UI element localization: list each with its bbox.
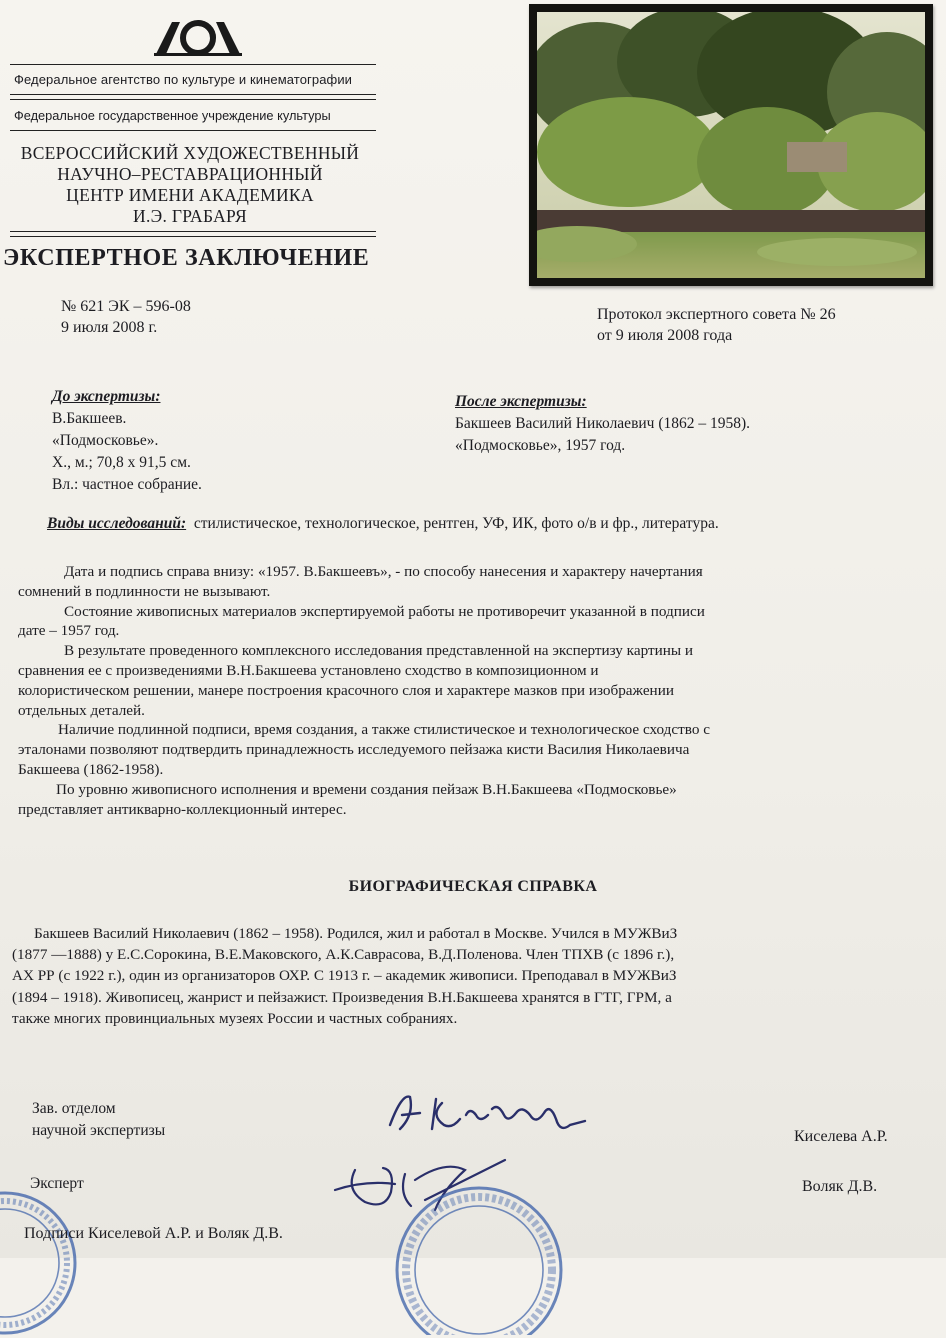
protocol-line: Протокол экспертного совета № 26 [597, 306, 836, 323]
signer-name-kiseleva: Киселева А.Р. [794, 1128, 888, 1145]
before-line: Х., м.; 70,8 х 91,5 см. [52, 454, 191, 471]
header-rule [10, 231, 376, 232]
paragraph-line: Наличие подлинной подписи, время создания, а также стилистическое и технологическое сходство с [58, 721, 710, 739]
position-line: научной экспертизы [32, 1122, 166, 1139]
document-number [61, 296, 191, 338]
paragraph-line: По уровню живописного исполнения и времени создания пейзаж В.Н.Бакшеева «Подмосковье» [56, 780, 677, 798]
bio-title: БИОГРАФИЧЕСКАЯ СПРАВКА [348, 878, 598, 895]
after-expertise [455, 391, 750, 457]
protocol-reference [597, 304, 836, 346]
center-name [5, 143, 375, 227]
center-name-line: ВСЕРОССИЙСКИЙ ХУДОЖЕСТВЕННЫЙ [20, 143, 360, 163]
research-label: Виды исследований: [47, 515, 187, 532]
conclusion-body [18, 562, 946, 819]
institution-name: Федеральное государственное учреждение культуры [14, 108, 331, 123]
painting-photo [529, 4, 933, 286]
bio-line: АХ РР (с 1922 г.), один из организаторов ОХР. С 1913 г. – академик живописи. Преподавал в МУЖВиЗ [12, 967, 677, 985]
before-line: В.Бакшеев. [52, 410, 127, 427]
institute-logo [150, 14, 246, 58]
head-of-department-label [32, 1098, 165, 1142]
document-date: 9 июля 2008 г. [61, 319, 158, 336]
signature-kiseleva [380, 1085, 610, 1155]
paragraph-line: Дата и подпись справа внизу: «1957. В.Бакшеевъ», - по способу нанесения и характеру начертания [64, 563, 703, 580]
painting-image [537, 12, 925, 278]
header-rule [10, 94, 376, 95]
signatures-note: Подписи Киселевой А.Р. и Воляк Д.В. [24, 1225, 283, 1242]
header-rule [10, 130, 376, 131]
document-number-text: № 621 ЭК – 596-08 [61, 298, 191, 315]
before-expertise [52, 386, 202, 496]
center-name-line: НАУЧНО–РЕСТАВРАЦИОННЫЙ [57, 164, 323, 184]
expert-label: Эксперт [30, 1175, 84, 1192]
paragraph-line: Состояние живописных материалов экспертируемой работы не противоречит указанной в подписи [64, 602, 705, 620]
document-title: ЭКСПЕРТНОЕ ЗАКЛЮЧЕНИЕ [3, 245, 370, 271]
bio-line: (1877 —1888) у Е.С.Сорокина, В.Е.Маковского, А.К.Саврасова, В.Д.Поленова. Член ТПХВ (с 1896 г.), [12, 946, 675, 964]
header-rule [10, 236, 376, 237]
stamp-seal [384, 1185, 574, 1335]
paragraph-line: сравнения ее с произведениями В.Н.Бакшеева установлено сходство в композиционном и [18, 661, 599, 679]
before-line: Вл.: частное собрание. [52, 476, 202, 493]
position-line: Зав. отделом [32, 1100, 116, 1117]
paragraph-line: отдельных деталей. [18, 701, 145, 719]
before-line: «Подмосковье». [52, 432, 159, 449]
protocol-date: от 9 июля 2008 года [597, 327, 733, 344]
bio-text [12, 923, 942, 1029]
paragraph-line: В результате проведенного комплексного исследования представленной на экспертизу картины и [64, 642, 693, 660]
paragraph-line: сомнений в подлинности не вызывают. [18, 582, 271, 600]
paragraph-line: представляет антикварно-коллекционный интерес. [18, 800, 347, 818]
before-label: До экспертизы: [52, 388, 161, 405]
research-types [47, 515, 946, 533]
header-rule [10, 99, 376, 100]
research-text: стилистическое, технологическое, рентген, УФ, ИК, фото о/в и фр., литература. [193, 515, 719, 532]
agency-name: Федеральное агентство по культуре и кинематографии [14, 72, 353, 87]
paragraph-line: Бакшеева (1862-1958). [18, 760, 164, 778]
stamp-seal [0, 1188, 80, 1338]
bio-line: также многих провинциальных музеях России и частных собраниях. [12, 1009, 458, 1027]
after-line: Бакшеев Василий Николаевич (1862 – 1958). [455, 415, 751, 432]
center-name-line: ЦЕНТР ИМЕНИ АКАДЕМИКА [66, 185, 314, 205]
header-rule [10, 64, 376, 65]
after-label: После экспертизы: [455, 393, 587, 410]
bio-line: (1894 – 1918). Живописец, жанрист и пейзажист. Произведения В.Н.Бакшеева хранятся в ГТГ, ГРМ, а [12, 988, 672, 1006]
paragraph-line: эталонами позволяют подтвердить принадлежность исследуемого пейзажа кисти Василия Николаевича [18, 741, 690, 759]
paragraph-line: дате – 1957 год. [18, 622, 120, 640]
bio-line: Бакшеев Василий Николаевич (1862 – 1958). Родился, жил и работал в Москве. Учился в МУЖВиЗ [34, 925, 678, 942]
signer-name-volyak: Воляк Д.В. [802, 1178, 878, 1195]
center-name-line: И.Э. ГРАБАРЯ [133, 206, 247, 226]
paragraph-line: колористическом решении, манере построения красочного слоя и характере мазков при изображении [18, 681, 674, 699]
after-line: «Подмосковье», 1957 год. [455, 437, 626, 454]
